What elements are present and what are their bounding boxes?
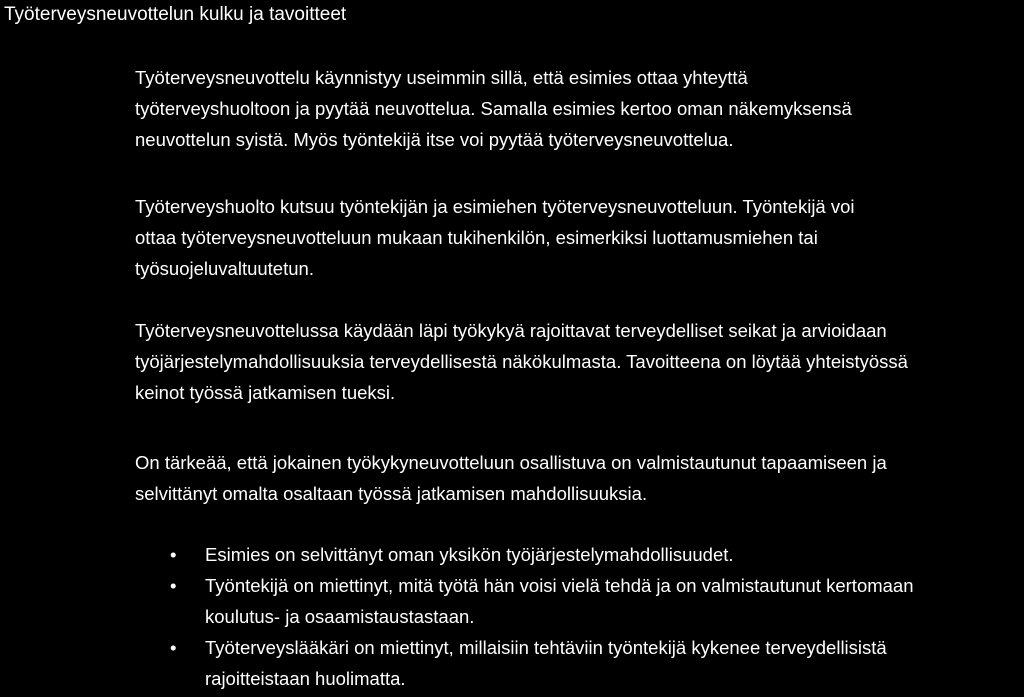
bullet-icon: •	[170, 544, 177, 565]
paragraph-line: ottaa työterveysneuvotteluun mukaan tukihenkilön, esimerkiksi luottamusmiehen tai	[135, 227, 818, 248]
bullet-text-line: koulutus- ja osaamistaustastaan.	[205, 606, 475, 627]
paragraph-initiation	[135, 62, 1015, 155]
paragraph-line: neuvottelun syistä. Myös työntekijä itse voi pyytää työterveysneuvottelua.	[135, 129, 734, 150]
paragraph-preparation	[135, 447, 1015, 509]
bullet-text-line: Työntekijä on miettinyt, mitä työtä hän voisi vielä tehdä ja on valmistautunut kertomaan	[205, 575, 914, 596]
paragraph-line: työterveyshuoltoon ja pyytää neuvottelua. Samalla esimies kertoo oman näkemyksensä	[135, 98, 852, 119]
bullet-item-supervisor	[170, 539, 1020, 570]
paragraph-line: työjärjestelymahdollisuuksia terveydellisestä näkökulmasta. Tavoitteena on löytää yhteistyössä	[135, 351, 908, 372]
bullet-icon: •	[170, 575, 177, 596]
paragraph-line: On tärkeää, että jokainen työkykyneuvotteluun osallistuva on valmistautunut tapaamiseen ja	[135, 452, 887, 473]
paragraph-line: Työterveyshuolto kutsuu työntekijän ja esimiehen työterveysneuvotteluun. Työntekijä voi	[135, 196, 855, 217]
page-title: Työterveysneuvottelun kulku ja tavoitteet	[4, 4, 347, 25]
paragraph-line: selvittänyt omalta osaltaan työssä jatkamisen mahdollisuuksia.	[135, 483, 648, 504]
paragraph-line: Työterveysneuvottelussa käydään läpi työkykyä rajoittavat terveydelliset seikat ja arvioidaan	[135, 320, 887, 341]
preparation-bullet-list	[170, 539, 1020, 694]
bullet-icon: •	[170, 637, 177, 658]
bullet-item-employee	[170, 570, 1020, 632]
paragraph-invitation	[135, 191, 1015, 284]
bullet-text-line: Työterveyslääkäri on miettinyt, millaisiin tehtäviin työntekijä kykenee terveydellisistä	[205, 637, 887, 658]
paragraph-line: keinot työssä jatkamisen tueksi.	[135, 382, 396, 403]
bullet-text-line: Esimies on selvittänyt oman yksikön työjärjestelymahdollisuudet.	[205, 544, 734, 565]
bullet-item-physician	[170, 632, 1020, 694]
paragraph-line: työsuojeluvaltuutetun.	[135, 258, 314, 279]
paragraph-content	[135, 315, 1015, 408]
paragraph-line: Työterveysneuvottelu käynnistyy useimmin sillä, että esimies ottaa yhteyttä	[135, 67, 748, 88]
bullet-text-line: rajoitteistaan huolimatta.	[205, 668, 406, 689]
